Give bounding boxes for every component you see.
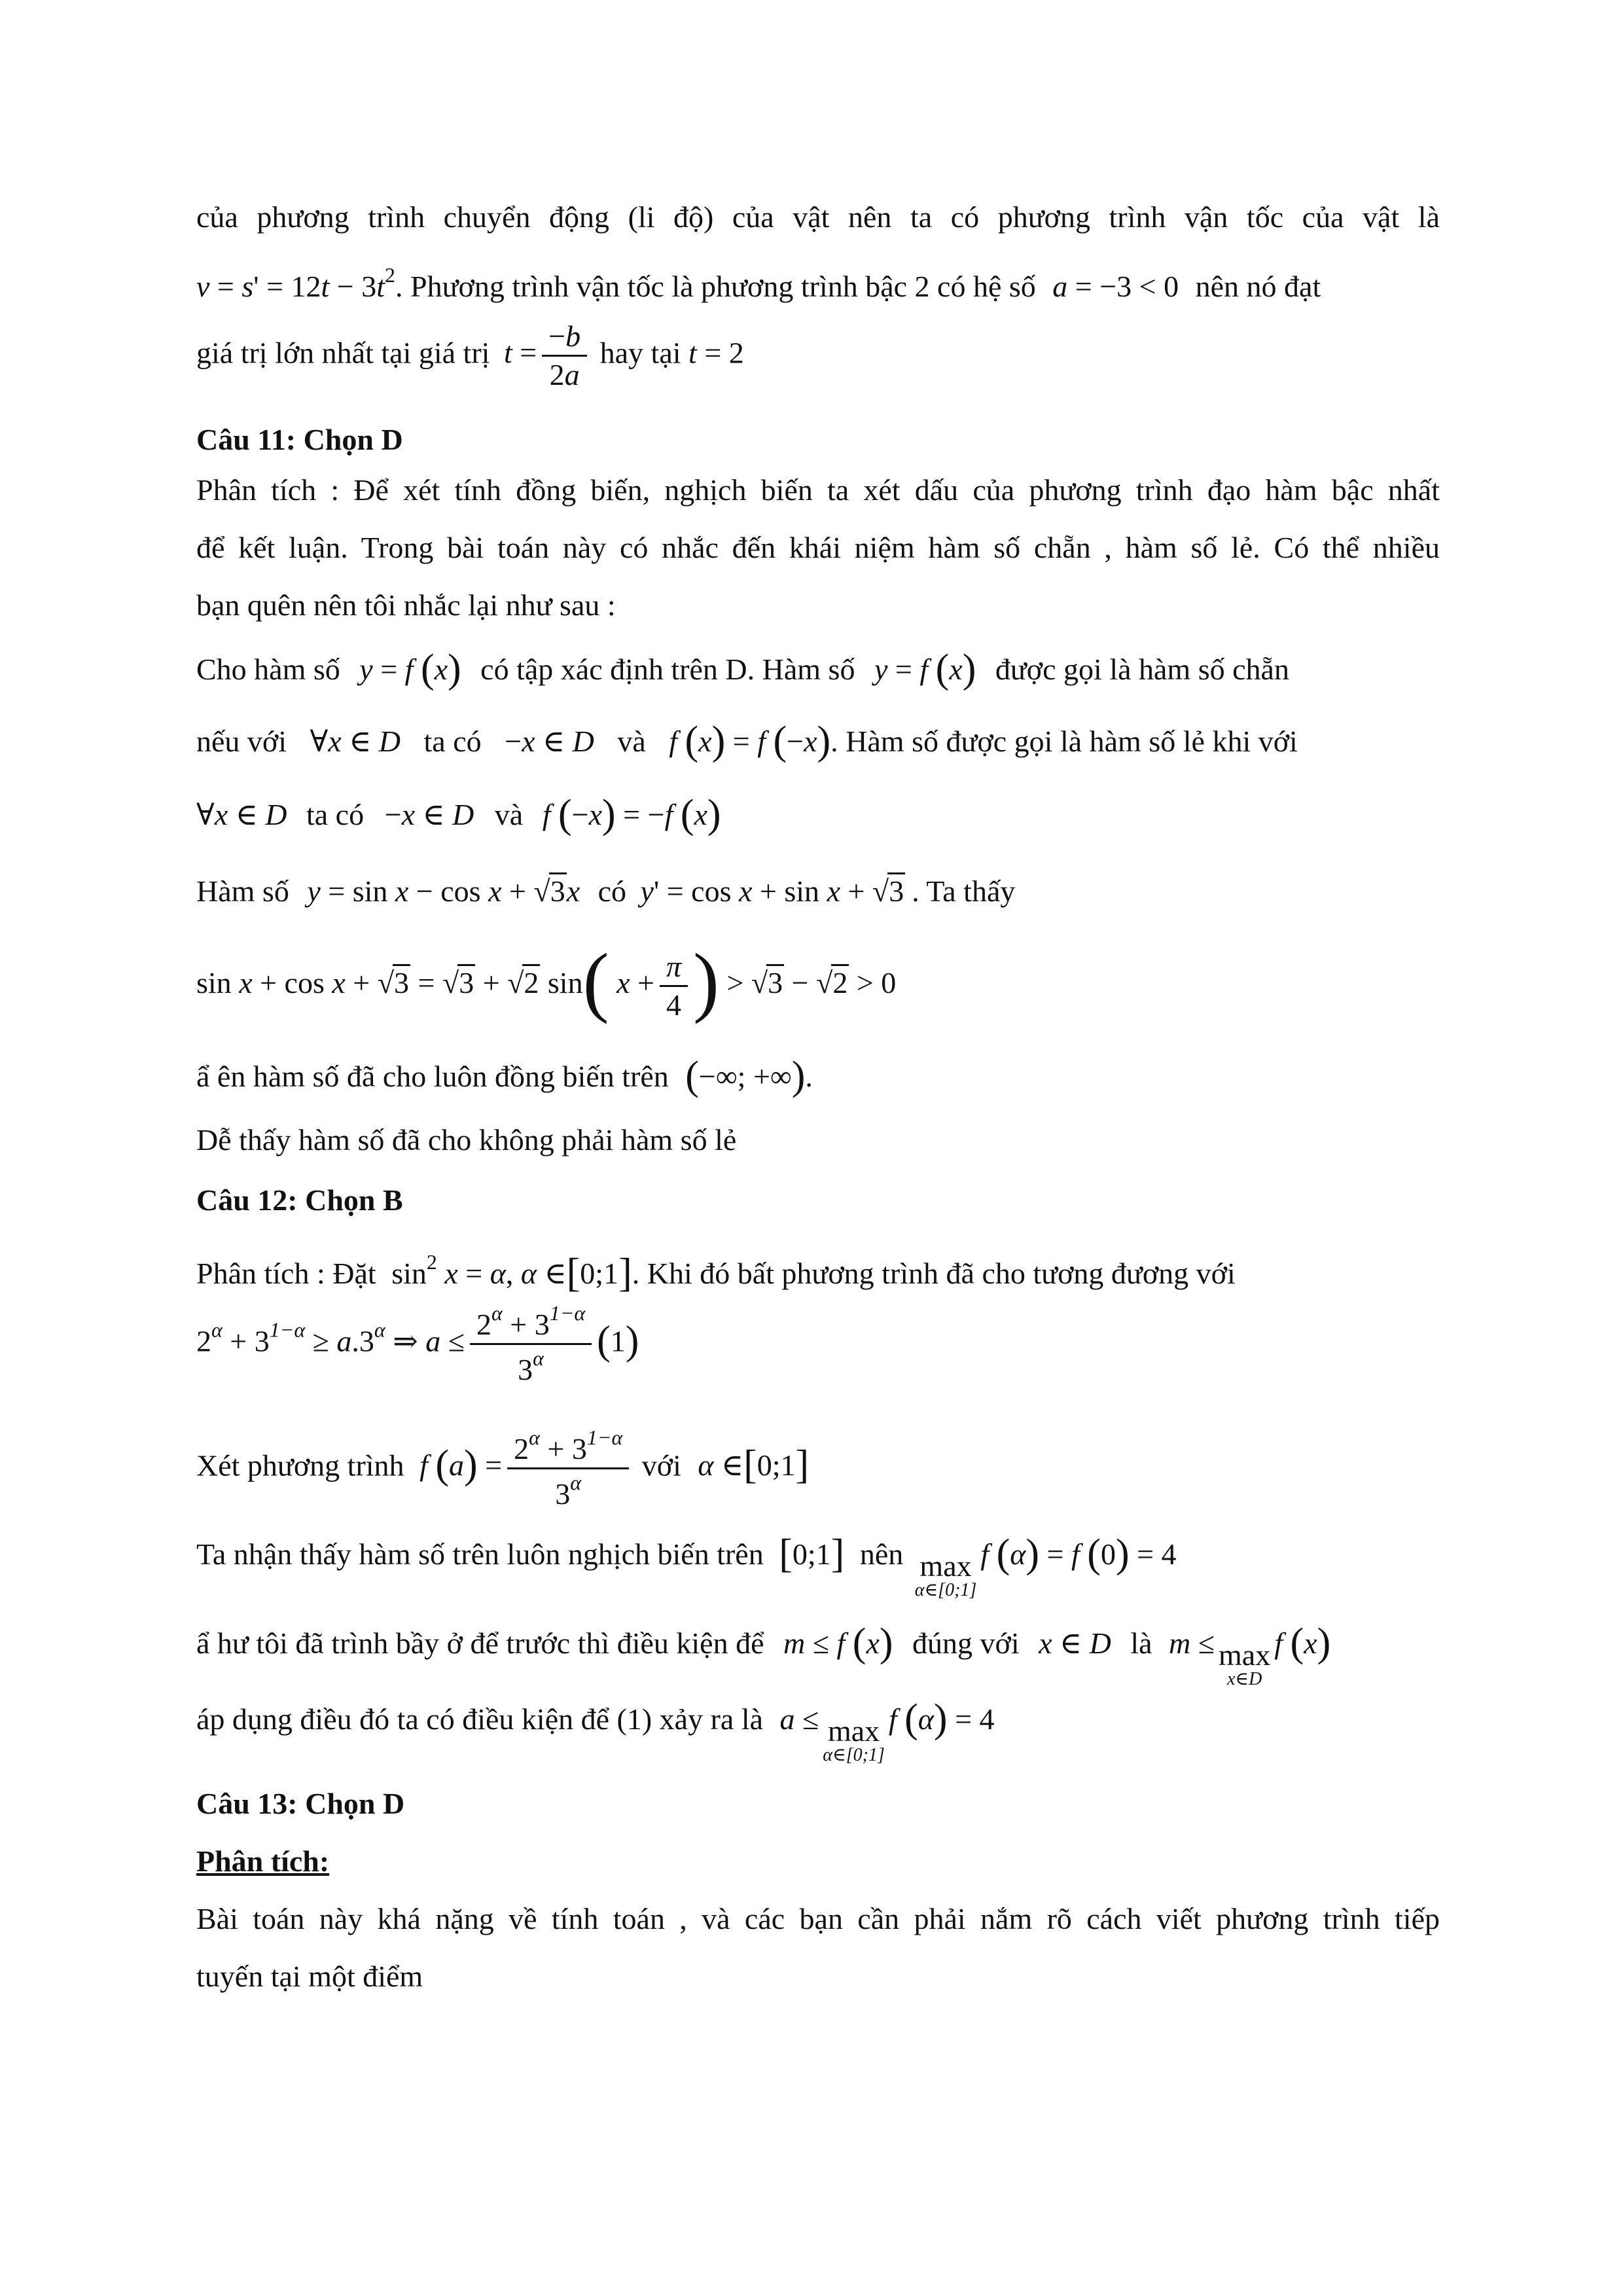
text-line: ẩ ên hàm số đã cho luôn đồng biến trên (−∞; +∞). — [196, 1054, 813, 1098]
math-max: m ≤ max x∈D f (x) — [1169, 1621, 1331, 1689]
math-yfx: y = f (x) — [359, 647, 461, 691]
text-span: nên nó đạt — [1195, 270, 1321, 303]
fraction: $\frac{2^\alpha + 3^{1-\alpha}}{3^\alpha}$ — [507, 1427, 629, 1511]
q11-heading: Câu 11: Chọn D — [196, 423, 403, 456]
text-span: đúng với — [912, 1626, 1020, 1660]
math-velocity: $v = s' = 12t - 3t^2$ — [196, 263, 396, 303]
text-span: . Phương trình vận tốc là phương trình bậc 2 có hệ số — [395, 270, 1036, 303]
text-span: giá trị lớn nhất tại giá trị — [196, 336, 490, 370]
math-interval: (−∞; +∞) — [685, 1054, 806, 1098]
text-span: với — [641, 1448, 681, 1482]
text-span: Ta nhận thấy hàm số trên luôn nghịch biến trên — [196, 1537, 764, 1571]
math-vertex: t = — [503, 336, 537, 370]
fraction: $\frac{-b}{2a}$ — [542, 321, 587, 391]
text-span: Cho hàm số — [196, 653, 340, 686]
math-forall: ∀x ∈ D — [310, 725, 401, 758]
math-even: f (x) = f (−x) — [669, 719, 831, 763]
math-interval: [0;1] — [779, 1532, 845, 1576]
q12-heading: Câu 12: Chọn B — [196, 1183, 403, 1217]
text-span: ta có — [423, 725, 482, 758]
math-domain: α ∈[0;1] — [698, 1443, 810, 1488]
math-function: y = sin x − cos x + √3x — [307, 874, 580, 908]
text-line — [196, 1241, 1440, 1295]
text-line — [196, 254, 1440, 308]
math-fa: f (a) = — [419, 1443, 503, 1488]
text-span: có — [597, 874, 627, 908]
text-span: Hàm số — [196, 874, 289, 908]
text-line: bạn quên nên tôi nhắc lại như sau : — [196, 588, 616, 622]
math-odd: f (−x) = −f (x) — [542, 792, 721, 836]
text-line: Bài toán này khá nặng về tính toán , và các bạn cần phải nắm rõ cách viết phương trình tiếp — [196, 1902, 1440, 1935]
text-line — [196, 321, 1440, 391]
text-line — [196, 1622, 1440, 1689]
math-coef: a = −3 < 0 — [1052, 270, 1179, 303]
text-line: để kết luận. Trong bài toán này có nhắc đến khái niệm hàm số chẵn , hàm số lẻ. Có thể nhiều — [196, 531, 1440, 564]
math-inequality: sin x + cos x + √3 = √3 + √2 sin( x + $\frac{\pi}{4}$ ) > √3 − √2 > 0 — [196, 937, 897, 1024]
math-yfx: y = f (x) — [874, 647, 976, 691]
text-line — [196, 1427, 1440, 1511]
text-line — [196, 720, 1440, 762]
math-neg: −x ∈ D — [384, 798, 474, 831]
text-span: hay tại — [599, 336, 681, 370]
math-xd: x ∈ D — [1039, 1626, 1111, 1660]
text-line — [196, 793, 1440, 836]
text-span: nên — [859, 1537, 904, 1571]
text-span: và — [617, 725, 646, 758]
math-derivative: y' = cos x + sin x + √3 — [641, 874, 906, 908]
text-line — [196, 648, 1440, 691]
text-span: . Khi đó bất phương trình đã cho tương đương với — [632, 1257, 1236, 1290]
text-line: của phương trình chuyển động (li độ) của vật nên ta có phương trình vận tốc của vật là — [196, 200, 1440, 234]
text-span: ta có — [306, 798, 365, 831]
math-max: max α∈[0;1] f (α) = f (0) = 4 — [914, 1532, 1177, 1600]
text-span: ẩ hư tôi đã trình bầy ở để trước thì điều kiện để — [196, 1626, 764, 1660]
math-forall: ∀x ∈ D — [196, 798, 287, 831]
text-line: Dễ thấy hàm số đã cho không phải hàm số lẻ — [196, 1123, 737, 1157]
text-line: tuyến tại một điểm — [196, 1960, 423, 1993]
q13-heading: Câu 13: Chọn D — [196, 1787, 405, 1820]
text-span: áp dụng điều đó ta có điều kiện để (1) xảy ra là — [196, 1702, 764, 1736]
text-span: nếu với — [196, 725, 287, 758]
math-max: a ≤ max α∈[0;1] f (α) = 4 — [779, 1696, 995, 1765]
text-span: và — [494, 798, 524, 831]
text-span: ẩ ên hàm số đã cho luôn đồng biến trên — [196, 1060, 669, 1093]
text-span: là — [1130, 1626, 1152, 1660]
q13-subheading: Phân tích: — [196, 1844, 330, 1878]
text-span: có tập xác định trên D. Hàm số — [480, 653, 855, 686]
text-span: Phân tích : Đặt — [196, 1257, 376, 1290]
text-span: được gọi là hàm số chẵn — [995, 653, 1289, 686]
fraction: $\frac{2^\alpha + 3^{1-\alpha}}{3^\alpha}$ — [470, 1302, 592, 1386]
text-line — [196, 1698, 1440, 1765]
text-line: Phân tích : Để xét tính đồng biến, nghịch biến ta xét dấu của phương trình đạo hàm bậc nhất — [196, 473, 1440, 507]
text-span: Xét phương trình — [196, 1448, 404, 1482]
math-neg: −x ∈ D — [505, 725, 594, 758]
text-line — [196, 870, 1440, 912]
text-span: . Ta thấy — [912, 874, 1016, 908]
math-substitution: $\sin^2 x = \alpha$, α ∈[0;1] — [391, 1250, 632, 1295]
math-t2: t = 2 — [688, 336, 744, 370]
text-line — [196, 1533, 1440, 1600]
fraction: $\frac{\pi}{4}$ — [660, 951, 688, 1022]
math-condition: m ≤ f (x) — [783, 1621, 893, 1665]
text-span: . Hàm số được gọi là hàm số lẻ khi với — [830, 725, 1298, 758]
math-exponential-inequality: $2^\alpha + 3^{1-\alpha} \ge a.3^\alpha$ ⇒ a ≤ $\frac{2^\alpha + 3^{1-\alpha}}{3^\alpha}$ (1) — [196, 1301, 639, 1387]
